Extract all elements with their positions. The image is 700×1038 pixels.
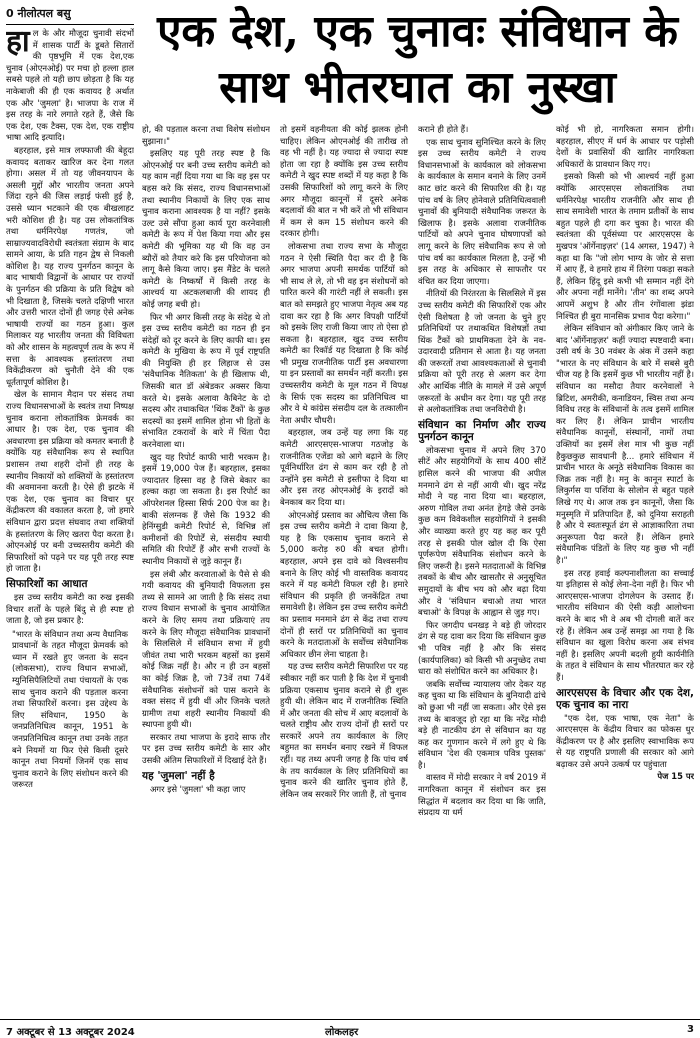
subheading: सिफारिशों का आधात bbox=[6, 577, 88, 590]
footer-rule bbox=[0, 1019, 700, 1020]
column-2 bbox=[142, 124, 270, 1018]
paragraph: लोकसभा तथा राज्य सभा के मौजूदा गठन ने ऐसी स्थिति पैदा कर दी है कि अगर भाजपा अपनी समर्थक पार्टियों को भी साथ ले ले, तो भी वह इन संशोधनों को पारित करने की गारंटी नहीं ले सकती। इस बात को समझते हुए भाजपा नेतृत्व अब यह दावा कर रहा है कि अगर विपक्षी पार्टियों को इसके लिए राजी किया जाए तो ऐसा हो सकता है। बहरहाल, खुद उच्च स्तरीय कमेटी का रिकॉर्ड यह दिखाता है कि कोई भी प्रमुख राजनीतिक पार्टी इस अवधारणा या इन प्रस्तावों का समर्थन नहीं करती। इस उच्चस्तरीय कमेटी के मूल गठन में विपक्ष के सिर्फ एक सदस्य का प्रतिनिधित्व था और वे थे कांग्रेस संसदीय दल के तत्कालीन नेता अधीर चौधरी। bbox=[280, 240, 408, 425]
paragraph: लेकिन संविधान को अंगीकार किए जाने के बाद 'ऑर्गेनाइज़र' कहीं ज्यादा स्पष्टवादी बना। उसी वर्ष के 30 नवंबर के अंक में उसने कहा "भारत के नए संविधान के बारे में सबसे बुरी चीज यह है कि इसमें कुछ भी भारतीय नहीं है। संविधान का मसौदा तैयार करनेवालों ने ब्रिटिश, अमरीकी, कनाडियन, स्विस तथा अन्य विविध तरह के संविधानों के तत्व इसमें शामिल कर लिए हैं। लेकिन प्राचीन भारतीय संवैधानिक कानूनों, संस्थानों, नामों तथा उक्तियों का इसमें लेश मात्र भी कुछ नहीं हैकुछकुछ सावधानी है... हमारे संविधान में प्राचीन भारत के अनूठे संवैधानिक विकास का जिक्र तक नहीं है। मनु के कानून स्पार्टा के लिकुर्गस या पर्शिया के सोलोन से बहुत पहले लिखे गए थे। आज तक इन कानूनों, जैसा कि मनुस्मृति में प्रतिपादित हैं, को दुनिया सराहती है और ये स्वतःस्फूर्त ढंग से आज्ञाकारिता तथा अनुरूपता पैदा करते हैं। लेकिन हमारे संवैधानिक पंडितों के लिए यह कुछ भी नहीं है।" bbox=[556, 323, 694, 565]
paragraph: खेल के सामान मैदान पर संसद तथा राज्य विधानसभाओं के स्वतंत्र तथा निष्पक्ष चुनाव कराना लोकतांत्रिक फ्रेमवर्क का आधार है। एक देश, एक चुनाव की अवधारणा इस प्रक्रिया को कमतर बनाती है क्योंकि यह संवैधानिक रूप से स्थापित प्रशासन तथा शहरी दोनों ही तरह के स्थानीय निकायों को शक्तियों के हस्तांतरण की अवमानना करती है। ऐसे ही झटके में एक देश, एक चुनाव का विचार धुर केंद्रीकरण की वकालत करता है, जो हमारे संविधान द्वारा प्रदत्त संघवाद तथा शक्तियों के हस्तांतरण के लिए खतरा पैदा करता है। ओएनओई पर बनी उच्चस्तरीय कमेटी की सिफारिशों को पढ़ने पर यह पूरी तरह स्पष्ट हो जाता है। bbox=[6, 389, 134, 574]
paragraph: बहरहाल, जब उन्हें यह लगा कि यह कमेटी आरएसएस-भाजपा गठजोड़ के राजनीतिक एजेंडा को आगे बढ़ाने के लिए पूर्वनिर्धारित ढंग से काम कर रही है तो उन्होंने इस कमेटी से इस्तीफा दे दिया था और इस तरह ओएनओई के इरादों को बेनकाब कर दिया था। bbox=[280, 427, 408, 507]
footer bbox=[0, 1022, 700, 1038]
paragraph: सरकार तथा भाजपा के इरादे साफ तौर पर इस उच्च स्तरीय कमेटी के सार और उसकी अंतिम सिफारिशों में दिखाई देते हैं। bbox=[142, 731, 270, 766]
column-4 bbox=[418, 124, 546, 1018]
paragraph: जबकि सर्वोच्च न्यायालय जोर देकर यह कह चुका था कि संविधान के बुनियादी ढांचे को छुआ भी नहीं जा सकता। और ऐसे इस तथ्य के बावजूद हो रहा था कि नरेंद्र मोदी बड़े ही नाटकीय ढंग से संविधान का यह कह कर गुणगान करने में लगे हुए थे कि संविधान 'देश की एकमात्र पवित्र पुस्तक' है। bbox=[418, 678, 546, 770]
paragraph: नीतियों की निरंतरता के सिलसिले में इस उच्च स्तरीय कमेटी की सिफारिशें एक और ऐसी विशेषता है जो जनता के चुने हुए प्रतिनिधियों पर तथाकथित विशेषज्ञों तथा थिंक टैंकों को प्राथमिकता देने के नव-उदारवादी प्रतिमान से आता है। यह जनता की जरूरतों तथा आवश्यकताओं से चुनावी प्रक्रिया को पूरी तरह से अलग कर देगा और आर्थिक नीति के मामले में उसे अपूर्ण जरूरतों के अधीन कर देगा। यह पूरी तरह से अलोकतांत्रिक तथा जनविरोधी है। bbox=[418, 288, 546, 415]
paragraph: "एक देश, एक भाषा, एक नेता" के आरएसएस के केंद्रीय विचार का फोकस धुर केंद्रीकरण पर है और इसलिए स्वाभाविक रूप से यह राष्ट्रपति प्रणाली की सरकार को आगे बढ़ाकर उसे अपने उत्कर्ष पर पहुंचाता bbox=[556, 712, 694, 769]
continued-note: पेज 15 पर bbox=[657, 771, 694, 782]
column-3 bbox=[280, 124, 408, 1018]
paragraph: कराने ही होते हैं। bbox=[418, 124, 469, 134]
paragraph: ओएनओई प्रस्ताव का औचित्य जैसा कि इस उच्च स्तरीय कमेटी ने दावा किया है, यह है कि एकसाथ चुनाव कराने से 5,000 करोड़ रु0 की बचत होगी। बहरहाल, अपने इस दावे को विश्वसनीय बनाने के लिए कोई भी वास्तविक कवायद करने में यह कमेटी विफल रही है। हमारे संविधान की प्रकृति ही जनकेंद्रित तथा समावेशी है। लेकिन इस उच्च स्तरीय कमेटी का प्रस्ताव मनमाने ढंग से केंद्र तथा राज्य दोनों ही स्तरों पर प्रतिनिधियों का चुनाव करने के मतदाताओं के सर्वोच्च संवैधानिक अधिकार छीन लेना चाहता है। bbox=[280, 509, 408, 659]
subheading: यह 'जुमला' नहीं है bbox=[142, 769, 215, 782]
paragraph: लोकसभा चुनाव में अपने लिए 370 सीटें और सहयोगियों के साथ 400 सीटें हासिल करने की भाजपा की अपील मनमाने ढंग से नहीं आयी थी। खुद नरेंद्र मोदी ने यह नारा दिया था। बहरहाल, अरुण गोविल तथा अनंत हेगड़े जैसे उनके कुछ कम विवेकशील सहयोगियों ने इसकी और व्याख्या करते हुए यह कह कर पूरी तरह से इसकी पोल खोल दी कि ऐसा पूर्णरूपेण संवैधानिक संशोधन करने के लिए जरूरी है। इसने मतदाताओं के विभिन्न तबकों के बीच और खासतौर से अनुसूचित समुदायों के बीच भय को और बढ़ा दिया और वे 'संविधान बचाओ तथा भारत बचाओ' के विपक्ष के आह्वान से जुड़ गए। bbox=[418, 444, 546, 618]
page-number: 3 bbox=[687, 1024, 694, 1035]
issue-date: 7 अक्टूबर से 13 अक्टूबर 2024 bbox=[6, 1027, 135, 1038]
headline: एक देश, एक चुनावः संविधान के साथ भीतरघात का नुस्खा bbox=[157, 6, 678, 113]
byline-rule bbox=[6, 24, 134, 25]
paragraph: फिर भी अगर किसी तरह के संदेह थे तो इस उच्च स्तरीय कमेटी का गठन ही इन संदेहों को दूर करने के लिए काफी था। इस कमेटी के मुखिया के रूप में पूर्व राष्ट्रपति की नियुक्ति ही हर लिहाज से उस 'संवैधानिक नैतिकता' के ही खिलाफ थी, जिसकी बात डॉ अंबेडकर अक्सर किया करते थे। इसके अलावा कैबिनेट के दो सदस्य और तथाकथित 'थिंक टैंकों' के कुछ सदस्यों का इसमें शामिल होना भी हितों के संभावित टकरावों के बारे में चिंता पैदा करनेवाला था। bbox=[142, 311, 270, 450]
column-1 bbox=[6, 28, 134, 1018]
column-5 bbox=[556, 124, 694, 1018]
drop-cap: हा bbox=[6, 28, 30, 59]
paragraph: कोई भी हो, नागरिकता समान होगी। बहरहाल, सीएए में धर्म के आधार पर पड़ोसी देशों के प्रवासियों की खातिर नागरिकता अधिकारों के प्रावधान किए गए। bbox=[556, 124, 694, 169]
paragraph: इस तरह हवाई कल्पनाशीलता का सच्चाई या इतिहास से कोई लेना-देना नहीं है। फिर भी आरएसएस-भाजपा दोगलेपन के उस्ताद हैं। भारतीय संविधान की ऐसी कड़ी आलोचना करने के बाद भी वे अब भी दोगली बातें कर रहे हैं। लेकिन अब उन्हें समझ आ गया है कि संविधान का खुला विरोध करना अब संभव नहीं है। इसलिए अपनी बदली हुयी कार्यनीति के तहत वे संविधान के साथ भीतरघात कर रहे हैं। bbox=[556, 567, 694, 682]
paragraph: हो, की पड़ताल करना तथा विशेष संशोधन सुझाना।" bbox=[142, 124, 270, 146]
paragraph: इस लंबी और करवाताओं के पैसे से की गयी कवायद की बुनियादी विफलता इस तथ्य से सामने आ जाती है कि संसद तथा राज्य विधान सभाओं के चुनाव आयोजित करने के लिए समय तथा प्रक्रियाएं तय करने के लिए मौजूदा संवैधानिक प्रावधानों के सिलसिले में संविधान सभा में हुयी जीवंत तथा भारी भरकम बहसों का इसमें कोई जिक्र नहीं है। और न ही उन बहसों का कोई जिक्र है, जो 73वें तथा 74वें संवैधानिक संशोधनों को पास कराने के वक्त संसद में हुयी थीं और जिनके चलते ग्रामीण तथा शहरी स्थानीय निकायों की स्थापना हुयी थी। bbox=[142, 568, 270, 730]
paragraph: इसलिए यह पूरी तरह स्पष्ट है कि ओएनओई पर बनी उच्च स्तरीय कमेटी को यह काम नहीं दिया गया था कि वह इस पर बहस करे कि संसद, राज्य विधानसभाओं तथा स्थानीय निकायों के लिए एक साथ चुनाव कराना आवश्यक है या नहीं? इसके उल्ट उसे सौंपा हुआ कार्य पूरा करनेवाली कमेटी के रूप में पेश किया गया और इस कमेटी की भूमिका यह थी कि वह उन ब्यौरों को तैयार करे कि इस परियोजना को लागू कैसे किया जाए। इस मैंडेट के चलते कमेटी के निष्कर्षों में किसी तरह के आश्चर्य या अटकलबाजी की शायद ही कोई जगह बची हो। bbox=[142, 148, 270, 309]
publication-name: लोकलहर bbox=[325, 1027, 359, 1038]
paragraph: इस उच्च स्तरीय कमेटी का रुख इसकी विचार शर्तों के पहले बिंदु से ही स्पष्ट हो जाता है, जो इस प्रकार है: bbox=[6, 591, 134, 626]
paragraph: तो इसमें वहनीयता की कोई झलक होनी चाहिए। लेकिन ओएनओई की तारीख तो वह भी नहीं है। यह ज्यादा से ज्यादा स्पष्ट होता जा रहा है क्योंकि इस उच्च स्तरीय कमेटी ने खुद स्पष्ट शब्दों में यह कहा है कि उसकी सिफारिशों को लागू करने के लिए अगर मौजूदा कानूनों में दूसरे अनेक बदलावों की बात न भी करें तो भी संविधान में कम से कम 15 संशोधन करने की दरकार होगी। bbox=[280, 124, 408, 239]
paragraph: वास्तव में मोदी सरकार ने वर्ष 2019 में नागरिकता कानून में संशोधन कर इस सिद्धांत में बदलाव कर दिया था कि जाति, संप्रदाय या धर्म bbox=[418, 772, 546, 818]
paragraph: अगर इसे 'जुमला' भी कहा जाए bbox=[150, 783, 246, 794]
quote: "भारत के संविधान तथा अन्य वैधानिक प्रावधानों के तहत मौजूदा फ्रेमवर्क को ध्यान में रखते हुए जनता के सदन (लोकसभा), राज्य विधान सभाओं, म्युनिसिपैलिटियों तथा पंचायतों के एक साथ चुनाव कराने की पड़ताल करना तथा सिफारिशें करना। इस उद्देश्य के लिए संविधान, 1950 के जनप्रतिनिधित्व कानून, 1951 के जनप्रतिनिधित्व कानून तथा उनके तहत बने नियमों या फिर ऐसे किसी दूसरे कानून तथा नियमों जिनमें एक साथ चुनाव कराने के लिए संशोधन करने की जरूरत bbox=[12, 628, 128, 790]
paragraph: इसको किसी को भी आश्चर्य नहीं हुआ क्योंकि आरएसएस लोकतांत्रिक तथा धर्मनिरपेक्ष भारतीय राजनीति और साथ ही साथ समावेशी भारत के तमाम प्रतीकों के साथ बहुत पहले ही दगा कर चुका है। भारत की स्वतंत्रता की पूर्वसंध्या पर आरएसएस के मुखपत्र 'ऑर्गेनाइज़र' (14 अगस्त, 1947) ने कहा था कि "जो लोग भाग्य के जोर से सत्ता में आए हैं, वे हमारे हाथ में तिरंगा पकड़ा सकते हैं, लेकिन हिंदू इसे कभी भी सम्मान नहीं देंगे और अपना नहीं मानेंगे। 'तीन' का शब्द अपने आपमें अशुभ है और तीन रंगोंवाला झंडा निश्चित ही बुरा मानसिक प्रभाव पैदा करेगा।" bbox=[556, 171, 694, 321]
subheading: संविधान का निर्माण और राज्य पुनर्गठन कानून bbox=[418, 418, 546, 443]
paragraph: बहरहाल, इसे मात्र लफ्फाजी की बेहूदा कवायद बताकर खारिज कर देना गलत होगा। असल में तो यह जीवनयापन के असली मुद्दों और भारतीय जनता अपने जिंदा रहने की जिस लड़ाई फंसी हुई है, उससे ध्यान भटकाने की एक बीखलाहट भरी कोशिश ही है। यह उस लोकतांत्रिक तथा धर्मनिरपेक्ष गणतंत्र, जो साम्राज्यवादविरोधी स्वतंत्रता संग्राम के बाद सामने आया, के प्रति गहन द्वेष से निकली कोशिश है। यह राज्य पुनर्गठन कानून के बाद भाषायी विद्वानों के आधार पर राज्यों के पुनर्गठन की प्रक्रिया के प्रति विद्वेष को भी दिखाता है, जिसके चलते दक्षिणी भारत और उत्तरी भारत दोनों ही जगह ऐसे अनेक भाषायी राज्यों का गठन हुआ। कुल मिलाकर यह भारतीय जनता की विविधता को और शासन के महत्वपूर्ण तत्व के रूप में सत्ता के आवश्यक हस्तांतरण तथा विकेंद्रीकरण को चुनौती देने की एक धूर्ततापूर्ण कोशिश है। bbox=[6, 144, 134, 387]
paragraph: फिर जगदीप धनखड़ ने बड़े ही जोरदार ढंग से यह दावा कर दिया कि संविधान कुछ भी पवित्र नहीं है और कि संसद (कार्यपालिका) को किसी भी अनुच्छेद तथा धारा को संशोधित करने का अधिकार है। bbox=[418, 619, 546, 677]
subheading: आरएसएस के विचार और एक देश, एक चुनाव का नारा bbox=[556, 686, 694, 711]
paragraph: एक साथ चुनाव सुनिश्चित करने के लिए इस उच्च स्तरीय कमेटी ने राज्य विधानसभाओं के कार्यकाल को लोकसभा के कार्यकाल के समान बनाने के लिए उनमें काट छांट करने की सिफारिश की है। यह पांच वर्ष के लिए होनेवाले प्रतिनिधित्ववाली चुनावों की बुनियादी संवैधानिक जरूरत के खिलाफ है। इसके अलावा राजनीतिक पार्टियों को अपने चुनाव घोषणापत्रों को लागू करने के लिए संवैधानिक रूप से जो पांच वर्ष का कार्यकाल मिलता है, उन्हें भी इस तरह के अधिकार से साफतौर पर वंचित कर दिया जाएगा। bbox=[418, 136, 546, 286]
byline: 0 नीलोत्पल बसु bbox=[6, 7, 71, 20]
paragraph: यह उच्च स्तरीय कमेटी सिफारिश पर यह स्वीकार नहीं कर पाती है कि देश में चुनावी प्रक्रिया एकसाथ चुनाव कराने से ही शुरू हुयी थी। लेकिन बाद में राजनीतिक स्थिति में और जनता की सोच में आए बदलावों के चलते राष्ट्रीय और राज्य दोनों ही स्तरों पर सरकारें अपने तय कार्यकाल के लिए बहुमत का समर्थन बनाए रखने में विफल रहीं। यह तथ्य अपनी जगह है कि पांच वर्ष के तय कार्यकाल के लिए प्रतिनिधियों का चुनाव करने की खातिर चुनाव होते हैं, लेकिन जब सरकारें गिर जाती हैं, तो चुनाव bbox=[280, 661, 408, 799]
paragraph: ल के और मौजूदा चुनावी संदर्भों में शासक पार्टी के डूबते सितारों की पृष्ठभूमि में एक देश,एक चुनाव (ओएनओई) पर मचा हो हल्ला हाल सबसे पहले तो यही छाप छोड़ता है कि यह नाकेबाजी की ही एक कवायद है अर्थात एक और 'जुमला' है। भाजपा के राज में इस तरह के नारे लगाते रहते हैं, जैसे कि एक देश, एक टैक्स, एक देश, एक राष्ट्रीय भाषा आदि इत्यादि। bbox=[6, 28, 134, 143]
paragraph: खुद यह रिपोर्ट काफी भारी भरकम है। इसमें 19,000 पेज हैं। बहरहाल, इसका ज्यादातर हिस्सा वह है जिसे बेकार का हल्का कहा जा सकता है। इस रिपोर्ट का ऑपरेशनल हिस्सा सिर्फ 200 पेज का है। बाकी संलग्नक हैं जैसे कि 1932 की हेनिंग्सुडी कमेटी रिपोर्ट से, विभिन्न लॉ कमीशनों की रिपोर्टें से, संसदीय स्थायी समिति की रिपोर्टें हैं और सभी राज्यों के स्थानीय निकायों से जुड़े कानून हैं। bbox=[142, 451, 270, 566]
